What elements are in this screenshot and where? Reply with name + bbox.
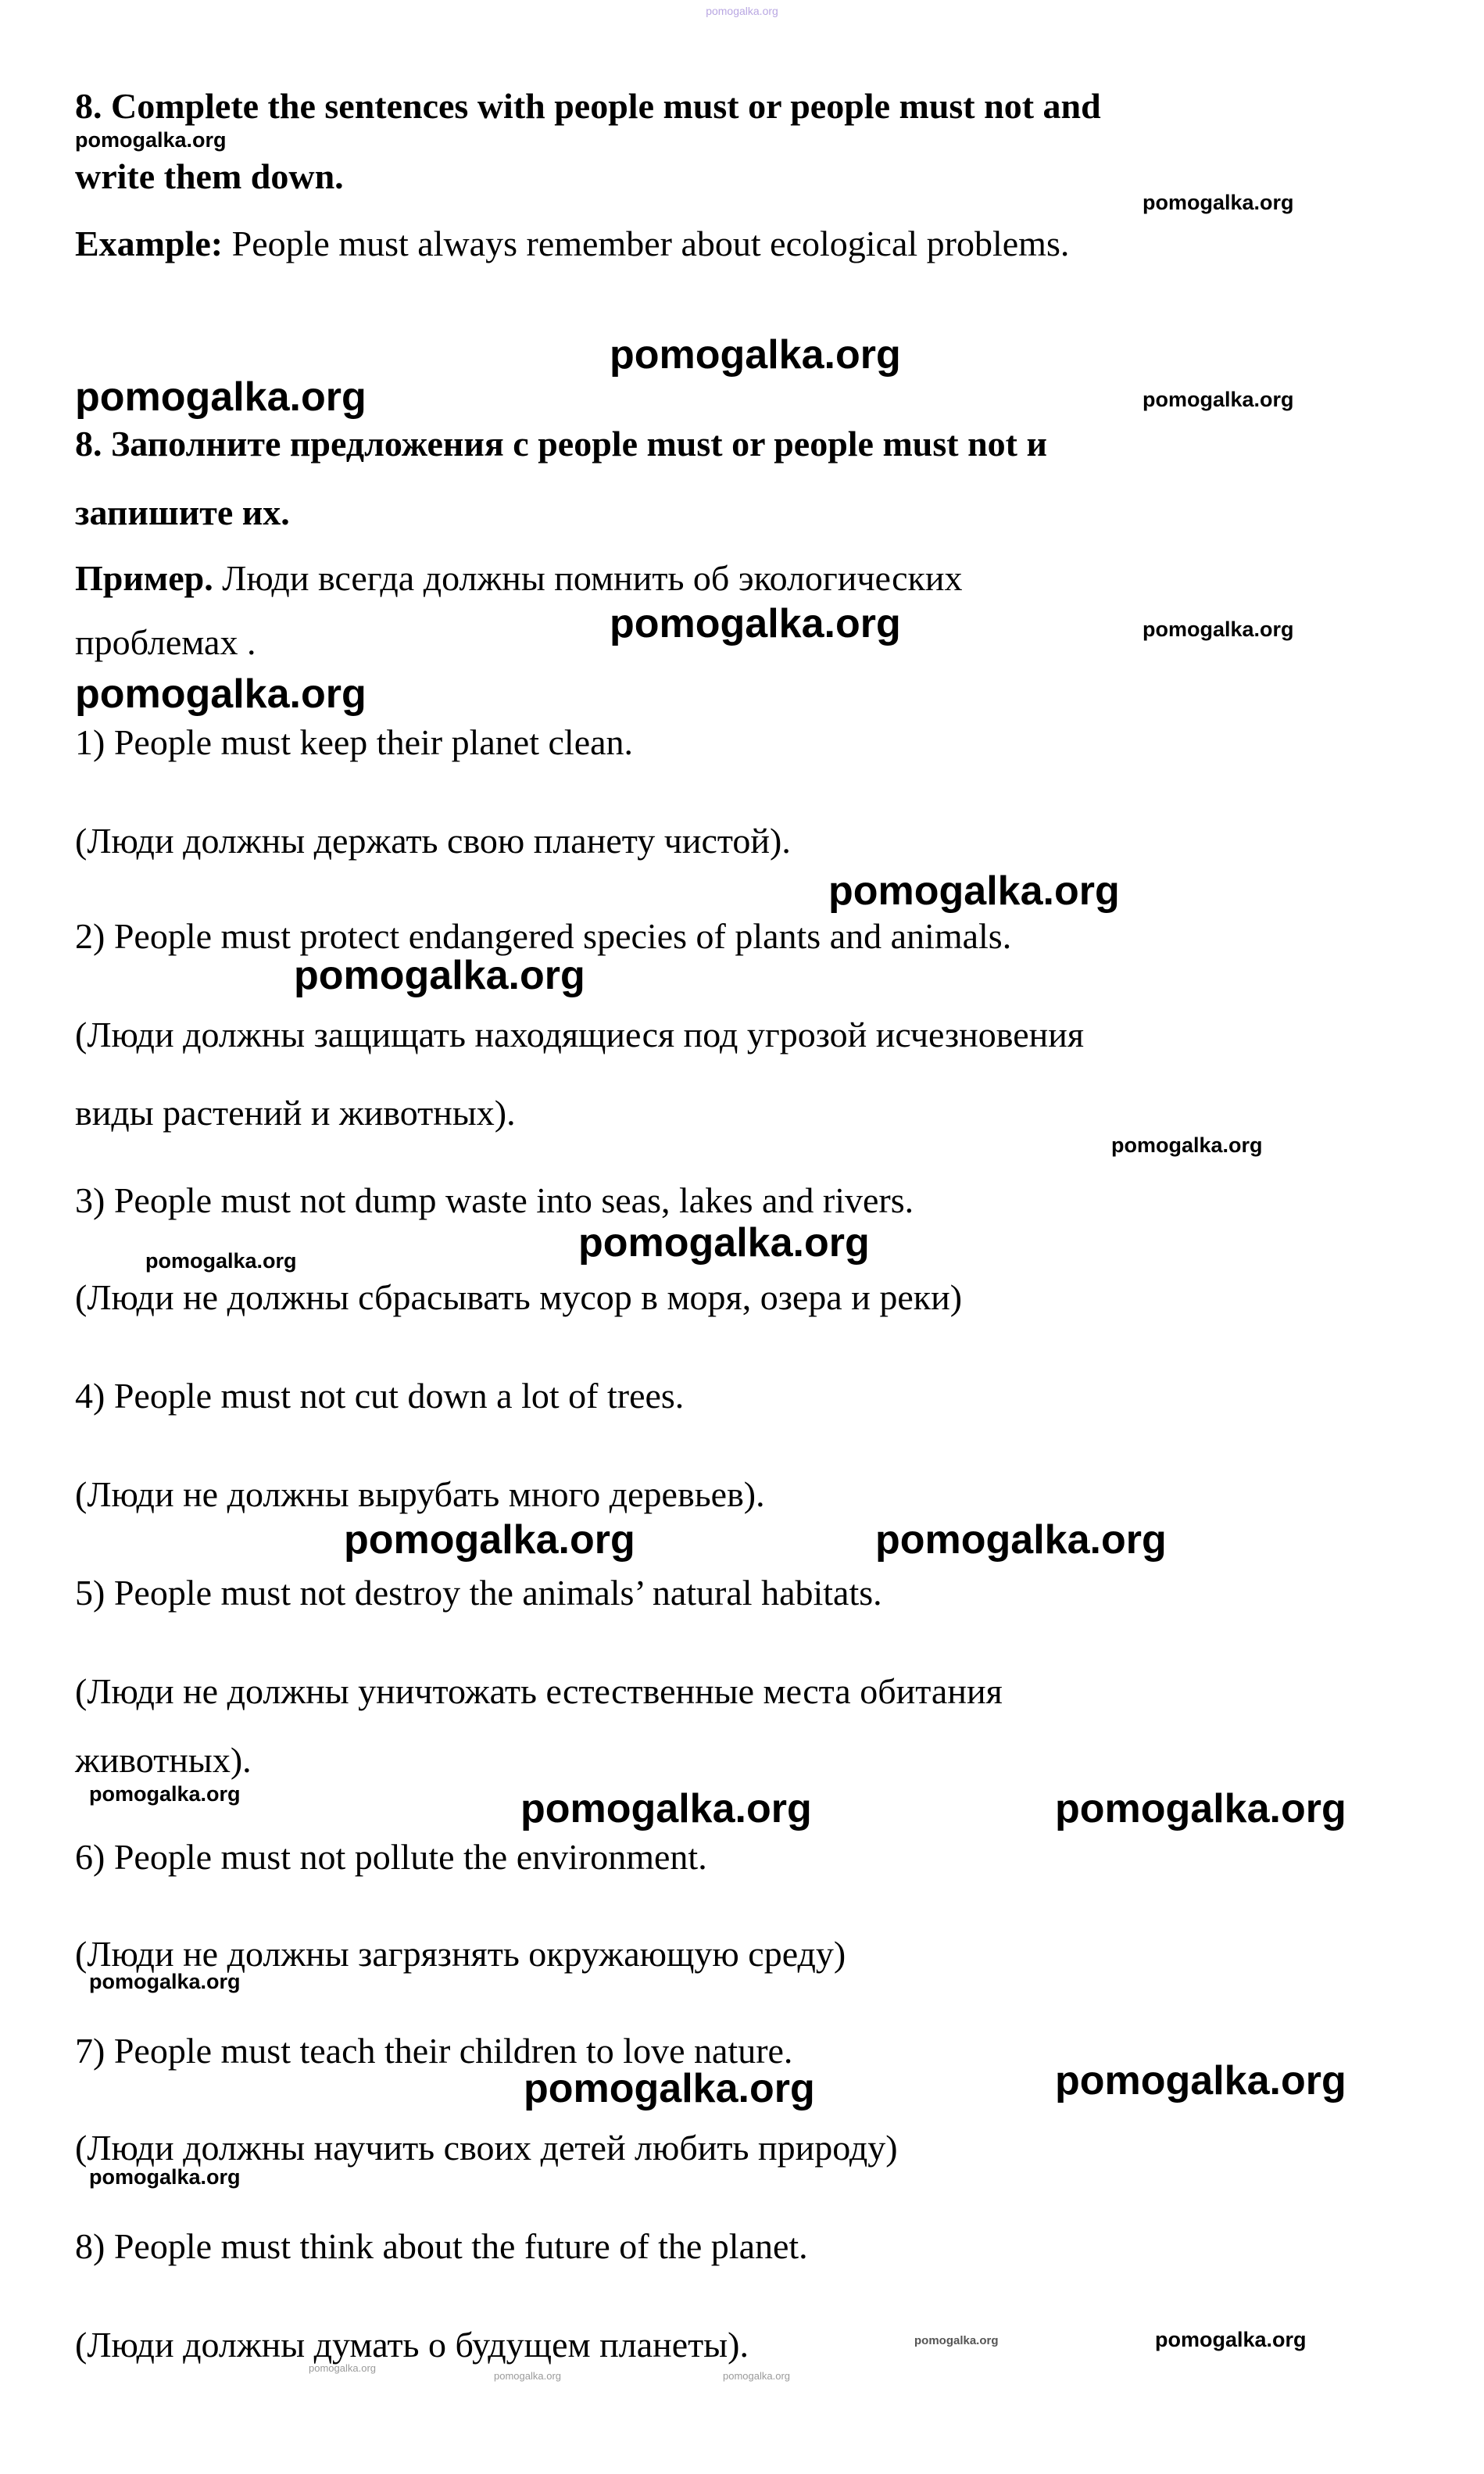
watermark: pomogalka.org	[1155, 2328, 1307, 2351]
watermark: pomogalka.org	[344, 1517, 635, 1563]
watermark: pomogalka.org	[494, 2370, 561, 2382]
answer-1-en: 1) People must keep their planet clean.	[75, 722, 634, 762]
answer-5-ru-line2: животных).	[75, 1740, 252, 1780]
example-ru	[75, 557, 963, 600]
answer-7-ru: (Люди должны научить своих детей любить природу)	[75, 2128, 898, 2168]
watermark: pomogalka.org	[706, 5, 778, 17]
task-title-en-line1: 8. Complete the sentences with people must or people must not and	[75, 86, 1101, 126]
example-ru-line2: проблемах .	[75, 622, 256, 662]
task-title-ru-line1: 8. Заполните предложения с people must or people must not и	[75, 424, 1047, 464]
watermark: pomogalka.org	[1111, 1133, 1263, 1157]
watermark: pomogalka.org	[723, 2370, 790, 2382]
answer-8-en: 8) People must think about the future of the planet.	[75, 2226, 808, 2266]
watermark: pomogalka.org	[1143, 388, 1294, 411]
answer-3-ru: (Люди не должны сбрасывать мусор в моря, озера и реки)	[75, 1277, 963, 1317]
example-ru-text: Люди всегда должны помнить об экологических	[213, 558, 963, 598]
watermark: pomogalka.org	[610, 601, 901, 646]
watermark: pomogalka.org	[828, 868, 1120, 914]
watermark: pomogalka.org	[145, 1249, 297, 1273]
watermark: pomogalka.org	[1055, 1786, 1346, 1831]
answer-3-en: 3) People must not dump waste into seas, lakes and rivers.	[75, 1180, 914, 1220]
watermark: pomogalka.org	[1055, 2058, 1346, 2103]
answer-4-en: 4) People must not cut down a lot of trees.	[75, 1376, 685, 1416]
watermark: pomogalka.org	[309, 2362, 376, 2374]
watermark: pomogalka.org	[520, 1786, 812, 1831]
watermark: pomogalka.org	[89, 1782, 241, 1806]
example-ru-label: Пример.	[75, 558, 213, 598]
watermark: pomogalka.org	[75, 374, 367, 420]
watermark: pomogalka.org	[914, 2334, 999, 2347]
answer-6-ru: (Люди не должны загрязнять окружающую среду)	[75, 1934, 846, 1974]
watermark: pomogalka.org	[75, 671, 367, 717]
answer-2-ru-line2: виды растений и животных).	[75, 1093, 516, 1133]
watermark: pomogalka.org	[875, 1517, 1167, 1563]
watermark: pomogalka.org	[1143, 191, 1294, 214]
watermark: pomogalka.org	[294, 953, 585, 998]
watermark: pomogalka.org	[524, 2066, 815, 2111]
task-title-ru-line2: запишите их.	[75, 492, 290, 532]
task-title-en-line2: write them down.	[75, 156, 344, 196]
example-en	[75, 222, 1069, 265]
watermark: pomogalka.org	[89, 1970, 241, 1993]
answer-8-ru: (Люди должны думать о будущем планеты).	[75, 2325, 749, 2365]
watermark: pomogalka.org	[1143, 618, 1294, 641]
watermark: pomogalka.org	[578, 1220, 870, 1266]
answer-5-en: 5) People must not destroy the animals’ natural habitats.	[75, 1573, 882, 1613]
watermark: pomogalka.org	[75, 128, 227, 152]
answer-4-ru: (Люди не должны вырубать много деревьев).	[75, 1474, 765, 1514]
example-en-label: Example:	[75, 224, 223, 263]
example-en-text: People must always remember about ecological problems.	[223, 224, 1070, 263]
answer-2-en: 2) People must protect endangered species of plants and animals.	[75, 916, 1012, 956]
answer-1-ru: (Люди должны держать свою планету чистой).	[75, 821, 791, 861]
answer-6-en: 6) People must not pollute the environment.	[75, 1837, 707, 1877]
answer-2-ru-line1: (Люди должны защищать находящиеся под угрозой исчезновения	[75, 1015, 1085, 1054]
answer-5-ru-line1: (Люди не должны уничтожать естественные места обитания	[75, 1671, 1003, 1711]
answer-7-en: 7) People must teach their children to love nature.	[75, 2031, 793, 2071]
watermark: pomogalka.org	[610, 332, 901, 378]
watermark: pomogalka.org	[89, 2165, 241, 2189]
